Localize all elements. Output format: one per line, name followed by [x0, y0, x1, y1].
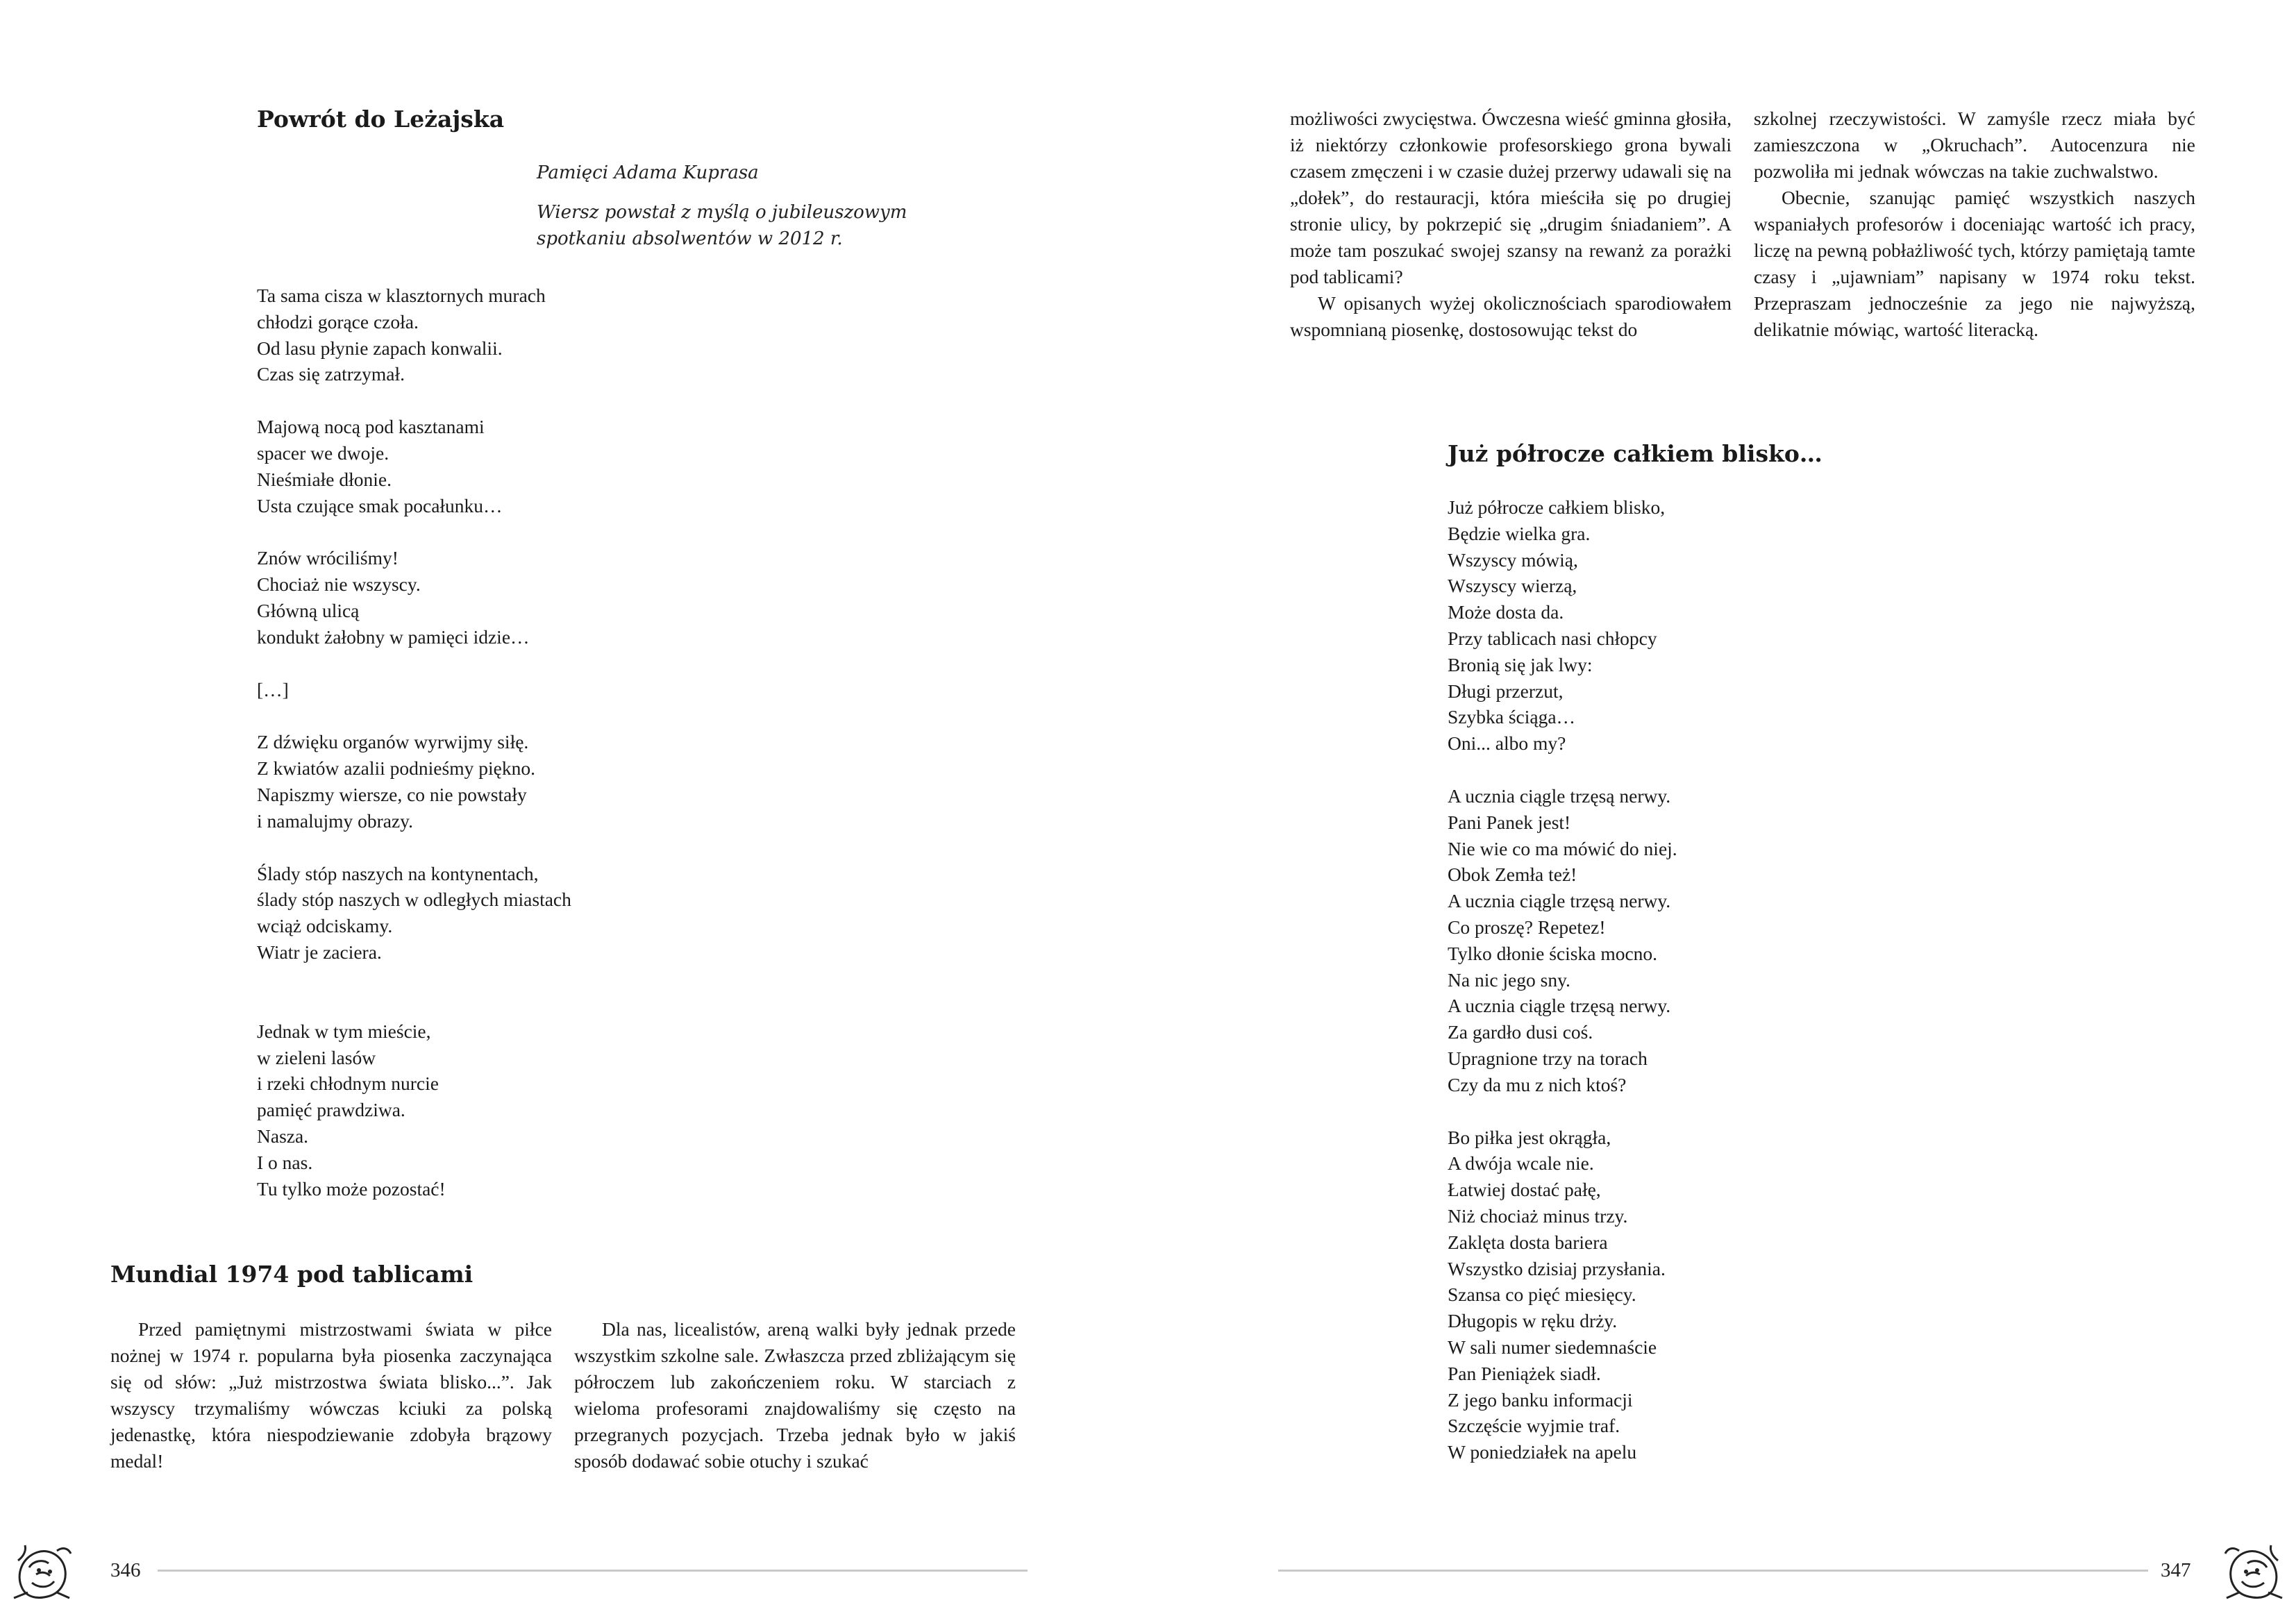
article-column-2 — [574, 1316, 1016, 1474]
poem-line: Wszyscy mówią, — [1448, 548, 1578, 571]
poem-line: w zieleni lasów — [257, 1046, 376, 1068]
poem-line: Tylko dłonie ściska mocno. — [1448, 942, 1658, 964]
poem-line: i rzeki chłodnym nurcie — [257, 1073, 439, 1095]
poem-stanza — [257, 861, 571, 966]
poem-title: Już półrocze całkiem blisko… — [1448, 440, 1822, 467]
article-paragraph: możliwości zwycięstwa. Ówczesna wieść gminna głosiła, iż niektórzy członkowie profesorskiego grona bywali czasem zmęczeni i w czasie dużej przerwy udawali się na „dołek”, do restauracji, która mieściła się po drugiej stronie ulicy, by pokrzepić się „drugim śniadaniem”. A może tam poszukać swojej szansy na rewanż za porażki pod tablicami? — [1290, 108, 1732, 287]
poem-line: Wiatr je zaciera. — [257, 941, 382, 963]
poem-line: Szansa co pięć miesięcy. — [1448, 1284, 1636, 1306]
poem-dedication — [537, 160, 907, 265]
article-paragraph: Obecnie, szanując pamięć wszystkich naszych wspaniałych profesorów i doceniając wartość ich pracy, liczę na pewną pobłażliwość tych, którzy pamiętają tamte czasy i „ujawniam” napisany w 1974 roku tekst. Przepraszam jednocześnie za jego nie najwyższą, delikatnie mówiąc, wartość literacką. — [1754, 187, 2195, 340]
poem-line: Przy tablicach nasi chłopcy — [1448, 627, 1657, 649]
poem-line: Majową nocą pod kasztanami — [257, 416, 485, 438]
poem-stanza — [257, 677, 571, 703]
poem-line: kondukt żałobny w pamięci idzie… — [257, 625, 530, 648]
poem-stanza — [257, 283, 571, 387]
poem-body — [1448, 494, 1677, 1492]
poem-line: spacer we dwoje. — [257, 442, 389, 464]
poem-line: Ślady stóp naszych na kontynentach, — [257, 862, 539, 884]
poem-stanza — [257, 545, 571, 650]
poem-line: Pan Pieniążek siadł. — [1448, 1362, 1601, 1384]
poem-line: Główną ulicą — [257, 599, 360, 621]
poem-line: […] — [257, 678, 289, 700]
article-column-3 — [1290, 106, 1732, 343]
poem-line: Napiszmy wiersze, co nie powstały — [257, 783, 527, 805]
poem-line: Może dosta da. — [1448, 601, 1564, 623]
poem-line: Znów wróciliśmy! — [257, 547, 399, 569]
article-title: Mundial 1974 pod tablicami — [110, 1261, 474, 1288]
footer-rule — [158, 1570, 1028, 1572]
poem-line: pamięć prawdziwa. — [257, 1099, 405, 1121]
poem-line: Oni... albo my? — [1448, 732, 1566, 755]
poem-title: Powrót do Leżajska — [257, 106, 505, 133]
article-paragraph: Przed pamiętnymi mistrzostwami świata w piłce nożnej w 1974 r. popularna była piosenka zaczynająca się od słów: „Już mistrzostwa świata blisko...”. Jak wszyscy trzymaliśmy wówczas kciuki za polską jedenastkę, która niespodziewanie zdobyła brązowy medal! — [110, 1318, 552, 1472]
article-column-4 — [1754, 106, 2195, 343]
poem-line: Będzie wielka gra. — [1448, 522, 1591, 544]
poem-line: Szczęście wyjmie traf. — [1448, 1415, 1620, 1437]
page-number: 347 — [2161, 1559, 2191, 1581]
poem-line: Nieśmiałe dłonie. — [257, 468, 392, 490]
poem-line: Niż chociaż minus trzy. — [1448, 1204, 1628, 1227]
article-paragraph: W opisanych wyżej okolicznościach sparodiowałem wspomnianą piosenkę, dostosowując tekst do — [1290, 292, 1732, 340]
article-column-1 — [110, 1316, 552, 1474]
poem-line: Wszyscy wierzą, — [1448, 575, 1577, 597]
poem-line: Za gardło dusi coś. — [1448, 1021, 1593, 1043]
lion-emblem-icon — [2221, 1540, 2288, 1606]
poem-line: I o nas. — [257, 1151, 313, 1173]
right-page — [1148, 0, 2296, 1623]
poem-line: Z kwiatów azalii podnieśmy piękno. — [257, 757, 535, 780]
poem-line: Upragnione trzy na torach — [1448, 1047, 1648, 1069]
poem-line: Od lasu płynie zapach konwalii. — [257, 337, 503, 359]
poem-line: Tu tylko może pozostać! — [257, 1177, 446, 1200]
poem-line: Usta czujące smak pocałunku… — [257, 494, 503, 516]
poem-line: Czy da mu z nich ktoś? — [1448, 1073, 1627, 1095]
poem-line: W sali numer siedemnaście — [1448, 1336, 1657, 1358]
page-number: 346 — [110, 1559, 141, 1581]
poem-line: Czas się zatrzymał. — [257, 363, 405, 385]
article-paragraph: szkolnej rzeczywistości. W zamyśle rzecz miała być zamieszczona w „Okruchach”. Autocenzura nie pozwoliła mi jednak wówczas na takie zuchwalstwo. — [1754, 108, 2195, 182]
poem-line: Co proszę? Repetez! — [1448, 916, 1606, 938]
poem-line: Długi przerzut, — [1448, 680, 1564, 702]
poem-line: Jednak w tym mieście, — [257, 1020, 431, 1042]
poem-line: Nasza. — [257, 1125, 309, 1147]
dedication-line: Pamięci Adama Kuprasa — [537, 162, 759, 183]
poem-stanza — [257, 1018, 571, 1202]
poem-line: Obok Zemła też! — [1448, 864, 1577, 886]
poem-line: Pani Panek jest! — [1448, 811, 1571, 833]
poem-line: Na nic jego sny. — [1448, 968, 1570, 991]
dedication-line: spotkaniu absolwentów w 2012 r. — [537, 228, 843, 249]
poem-body — [257, 283, 571, 1228]
poem-line: Chociaż nie wszyscy. — [257, 573, 421, 596]
poem-stanza — [257, 729, 571, 834]
poem-line: Z dźwięku organów wyrwijmy siłę. — [257, 731, 529, 753]
lion-emblem-icon — [8, 1540, 75, 1606]
poem-stanza — [257, 414, 571, 519]
article-paragraph: Dla nas, licealistów, areną walki były jednak przede wszystkim szkolne sale. Zwłaszcza przed zbliżającym się półroczem lub zakończeniem roku. W starciach z wieloma profesorami znajdowaliśmy się często na przegranych pozycjach. Trzeba jednak było w jakiś sposób dodawać sobie otuchy i szukać — [574, 1318, 1016, 1472]
dedication-line: Wiersz powstał z myślą o jubileuszowym — [537, 202, 907, 223]
poem-stanza — [1448, 1125, 1677, 1465]
poem-line: Bo piłka jest okrągła, — [1448, 1126, 1611, 1148]
poem-line: chłodzi gorące czoła. — [257, 310, 419, 333]
poem-line: A ucznia ciągle trzęsą nerwy. — [1448, 995, 1671, 1017]
poem-line: Szybka ściąga… — [1448, 706, 1576, 728]
poem-line: Z jego banku informacji — [1448, 1388, 1633, 1411]
poem-line: Już półrocze całkiem blisko, — [1448, 496, 1666, 518]
poem-line: Wszystko dzisiaj przysłania. — [1448, 1257, 1666, 1279]
footer-rule — [1278, 1570, 2148, 1572]
poem-line: A dwója wcale nie. — [1448, 1152, 1594, 1175]
poem-line: i namalujmy obrazy. — [257, 809, 414, 832]
poem-line: A ucznia ciągle trzęsą nerwy. — [1448, 784, 1671, 807]
poem-line: Bronią się jak lwy: — [1448, 653, 1593, 675]
poem-line: Łatwiej dostać pałę, — [1448, 1179, 1601, 1201]
poem-line: ślady stóp naszych w odległych miastach — [257, 889, 571, 911]
poem-line: Zaklęta dosta bariera — [1448, 1231, 1608, 1253]
poem-line: Nie wie co ma mówić do niej. — [1448, 837, 1677, 859]
poem-line: W poniedziałek na apelu — [1448, 1441, 1637, 1463]
poem-line: wciąż odciskamy. — [257, 915, 393, 937]
poem-line: Ta sama cisza w klasztornych murach — [257, 285, 546, 306]
poem-stanza — [1448, 494, 1677, 757]
poem-stanza — [1448, 783, 1677, 1098]
poem-line: A ucznia ciągle trzęsą nerwy. — [1448, 890, 1671, 912]
poem-line: Długopis w ręku drży. — [1448, 1310, 1618, 1332]
